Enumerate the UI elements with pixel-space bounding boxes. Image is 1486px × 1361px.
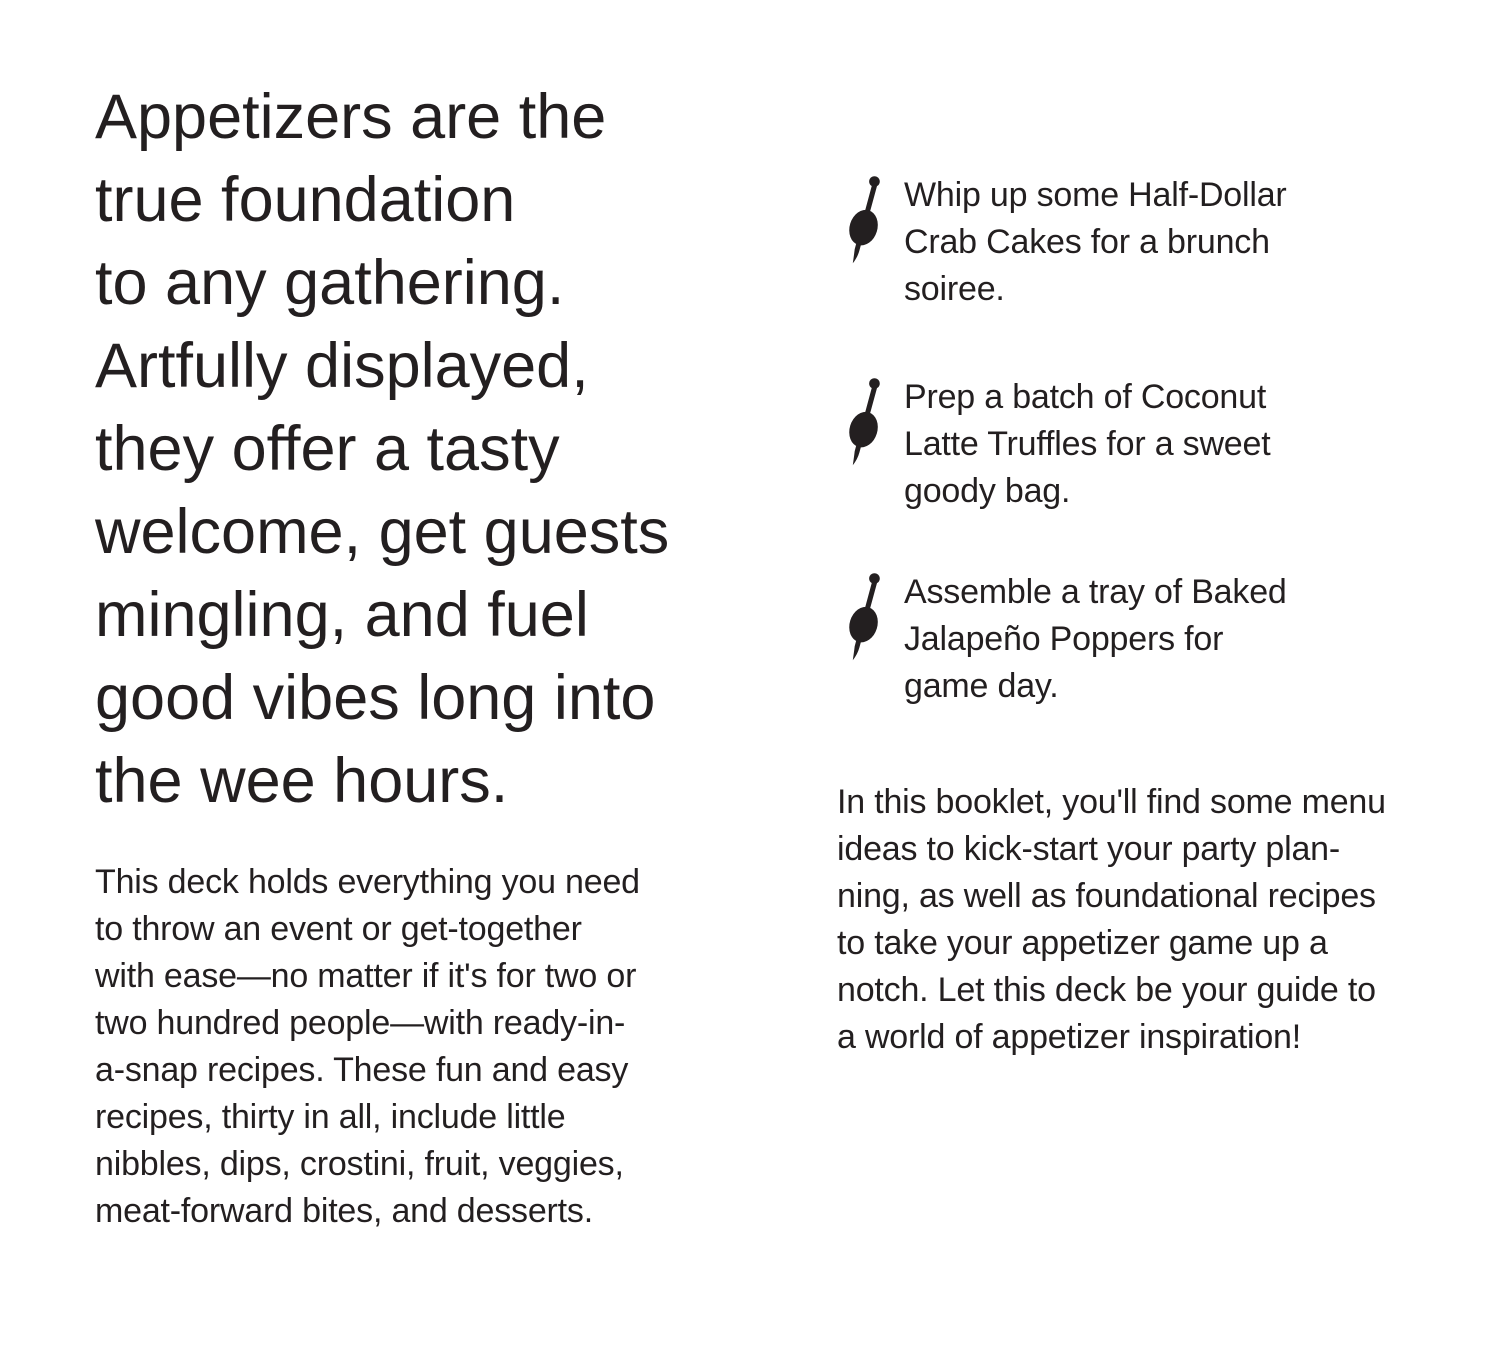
bullet-text [904,172,1334,313]
paragraph-line: ideas to kick-start your party plan- [837,830,1340,868]
bullet-line: Crab Cakes for a brunch [904,223,1270,261]
headline-line: the wee hours. [95,746,509,816]
bullet-line: Jalapeño Poppers for [904,620,1224,658]
bullet-item-coconut-truffles [845,374,1334,515]
cocktail-pick-icon [845,376,883,468]
booklet-overview-paragraph [837,779,1447,1061]
headline-line: true foundation [95,165,516,235]
headline-line: welcome, get guests [95,497,670,567]
bullet-line: goody bag. [904,472,1071,510]
bullet-text [904,374,1334,515]
paragraph-line: to take your appetizer game up a [837,924,1328,962]
bullet-line: Prep a batch of Coconut [904,378,1267,416]
bullet-line: game day. [904,667,1059,705]
paragraph-line: This deck holds everything you need [95,863,640,901]
bullet-line: soiree. [904,270,1005,308]
paragraph-line: two hundred people—with ready-in- [95,1004,626,1042]
paragraph-line: a world of appetizer inspiration! [837,1018,1301,1056]
paragraph-line: In this booklet, you'll find some menu [837,783,1386,821]
intro-headline [95,76,669,823]
bullet-line: Assemble a tray of Baked [904,573,1287,611]
headline-line: to any gathering. [95,248,565,318]
menu-ideas-column [837,0,1465,1361]
bullet-item-jalapeno-poppers [845,569,1334,710]
paragraph-line: with ease—no matter if it's for two or [95,957,637,995]
paragraph-line: nibbles, dips, crostini, fruit, veggies, [95,1145,624,1183]
bullet-line: Latte Truffles for a sweet [904,425,1271,463]
paragraph-line: meat-forward bites, and desserts. [95,1192,593,1230]
headline-line: they offer a tasty [95,414,560,484]
cocktail-pick-icon [845,571,883,663]
bullet-line: Whip up some Half-Dollar [904,176,1287,214]
headline-line: good vibes long into [95,663,656,733]
paragraph-line: ning, as well as foundational recipes [837,877,1376,915]
paragraph-line: notch. Let this deck be your guide to [837,971,1376,1009]
headline-line: Artfully displayed, [95,331,589,401]
paragraph-line: a-snap recipes. These fun and easy [95,1051,629,1089]
paragraph-line: recipes, thirty in all, include little [95,1098,566,1136]
bullet-item-crab-cakes [845,172,1334,313]
headline-line: Appetizers are the [95,82,607,152]
headline-line: mingling, and fuel [95,580,589,650]
paragraph-line: to throw an event or get-together [95,910,582,948]
bullet-text [904,569,1334,710]
cocktail-pick-icon [845,174,883,266]
deck-description-paragraph [95,859,735,1235]
